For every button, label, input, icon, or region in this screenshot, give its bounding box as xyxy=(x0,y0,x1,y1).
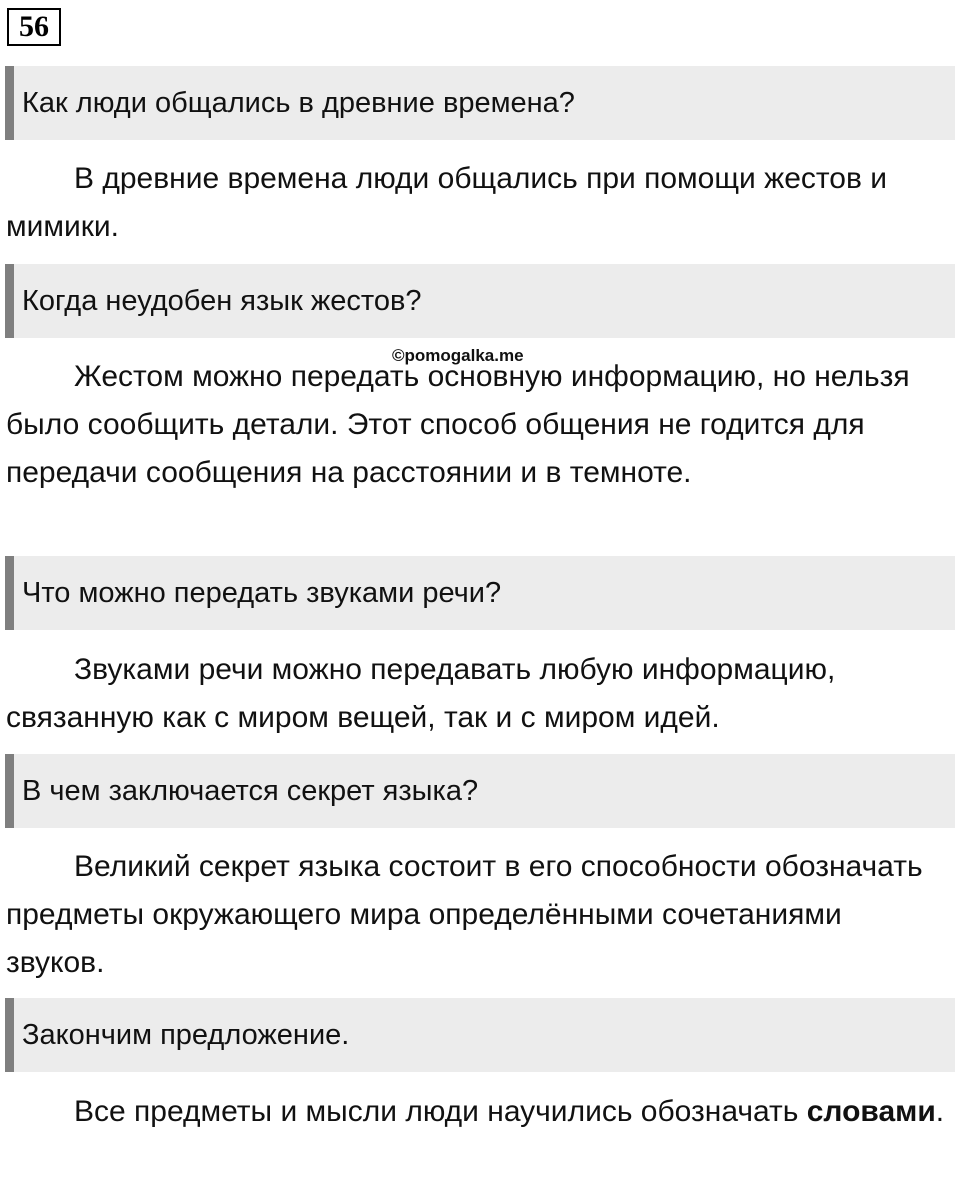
question-heading-2: Когда неудобен язык жестов? xyxy=(5,264,955,338)
question-heading-5: Закончим предложение. xyxy=(5,998,955,1072)
watermark: ©pomogalka.me xyxy=(392,346,524,365)
answer-text-2: Жестом можно передать основную информацию, но нельзя было сообщить детали. Этот способ общения не годится для передачи сообщения на расстоянии и в темноте. xyxy=(6,360,910,489)
question-heading-1: Как люди общались в древние времена? xyxy=(5,66,955,140)
answer-text-5-prefix: Все предметы и мысли люди научились обозначать xyxy=(74,1095,807,1128)
question-heading-4: В чем заключается секрет языка? xyxy=(5,754,955,828)
page-number: 56 xyxy=(7,8,61,46)
answer-text-1: В древние времена люди общались при помощи жестов и мимики. xyxy=(6,162,888,243)
answer-text-5 xyxy=(6,1088,946,1136)
answer-text-5-suffix: . xyxy=(935,1095,945,1128)
answer-text-3: Звуками речи можно передавать любую информацию, связанную как с миром вещей, так и с миром идей. xyxy=(6,653,836,734)
question-heading-3: Что можно передать звуками речи? xyxy=(5,556,955,630)
answer-bold-word: словами xyxy=(806,1095,936,1128)
answer-text-4: Великий секрет языка состоит в его способности обозначать предметы окружающего мира определёнными сочетаниями звуков. xyxy=(6,850,923,979)
